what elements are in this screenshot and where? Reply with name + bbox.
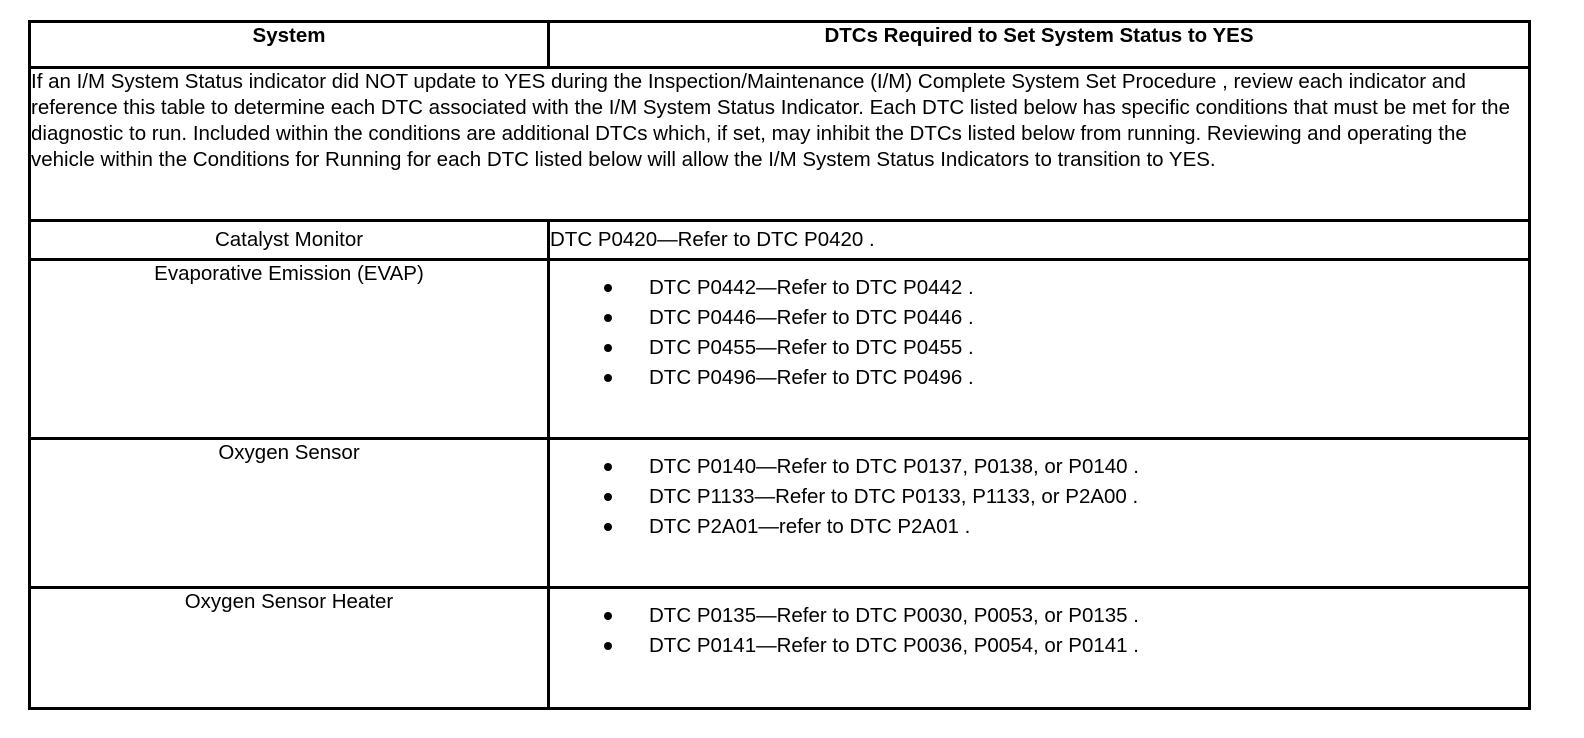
- table-row: [30, 221, 1530, 260]
- dtc-entry: DTC P2A01—refer to DTC P2A01 .: [649, 515, 971, 538]
- list-item: [550, 363, 1528, 393]
- dtc-list-evap: [550, 273, 1528, 393]
- intro-row: [30, 68, 1530, 221]
- dtc-entry: DTC P0455—Refer to DTC P0455 .: [649, 336, 974, 359]
- bullet-icon: [604, 523, 612, 531]
- bullet-icon: [604, 344, 612, 352]
- list-item: [550, 333, 1528, 363]
- dtc-cell-oxygen-sensor-heater: [549, 588, 1530, 709]
- table-header-row: [30, 22, 1530, 68]
- dtc-entry: DTC P0446—Refer to DTC P0446 .: [649, 306, 974, 329]
- dtc-entry: DTC P0140—Refer to DTC P0137, P0138, or P0140 .: [649, 455, 1139, 478]
- im-system-status-table: [28, 20, 1531, 710]
- bullet-icon: [604, 642, 612, 650]
- dtc-entry: DTC P0496—Refer to DTC P0496 .: [649, 366, 974, 389]
- dtc-list-oxygen-sensor: [550, 452, 1528, 542]
- list-item: [550, 631, 1528, 661]
- dtc-entry: DTC P1133—Refer to DTC P0133, P1133, or P2A00 .: [649, 485, 1139, 508]
- column-header-dtcs: DTCs Required to Set System Status to YES: [549, 22, 1530, 68]
- dtc-cell-evap: [549, 260, 1530, 439]
- intro-paragraph: If an I/M System Status indicator did NOT update to YES during the Inspection/Maintenance (I/M) Complete System Set Procedure , review each indicator and reference this table to determine each DTC associated with the I/M System Status Indicator. Each DTC listed below has specific conditions that must be met for the diagnostic to run. Included within the conditions are additional DTCs which, if set, may inhibit the DTCs listed below from running. Reviewing and operating the vehicle within the Conditions for Running for each DTC listed below will allow the I/M System Status Indicators to transition to YES.: [30, 68, 1530, 221]
- dtc-cell-oxygen-sensor: [549, 439, 1530, 588]
- dtc-entry: DTC P0442—Refer to DTC P0442 .: [649, 276, 974, 299]
- table-row: [30, 260, 1530, 439]
- bullet-icon: [604, 314, 612, 322]
- table-row: [30, 439, 1530, 588]
- system-cell-oxygen-sensor: Oxygen Sensor: [30, 439, 549, 588]
- list-item: [550, 273, 1528, 303]
- system-cell-evap: Evaporative Emission (EVAP): [30, 260, 549, 439]
- bullet-icon: [604, 463, 612, 471]
- list-item: [550, 482, 1528, 512]
- bullet-icon: [604, 612, 612, 620]
- dtc-entry: DTC P0135—Refer to DTC P0030, P0053, or P0135 .: [649, 604, 1139, 627]
- list-item: [550, 601, 1528, 631]
- table-row: [30, 588, 1530, 709]
- dtc-entry: DTC P0141—Refer to DTC P0036, P0054, or P0141 .: [649, 634, 1139, 657]
- bullet-icon: [604, 284, 612, 292]
- list-item: [550, 512, 1528, 542]
- list-item: [550, 452, 1528, 482]
- dtc-list-oxygen-sensor-heater: [550, 601, 1528, 661]
- bullet-icon: [604, 493, 612, 501]
- list-item: [550, 303, 1528, 333]
- bullet-icon: [604, 374, 612, 382]
- system-cell-catalyst-monitor: Catalyst Monitor: [30, 221, 549, 260]
- dtc-cell-catalyst-monitor: DTC P0420—Refer to DTC P0420 .: [549, 221, 1530, 260]
- column-header-system: System: [30, 22, 549, 68]
- system-cell-oxygen-sensor-heater: Oxygen Sensor Heater: [30, 588, 549, 709]
